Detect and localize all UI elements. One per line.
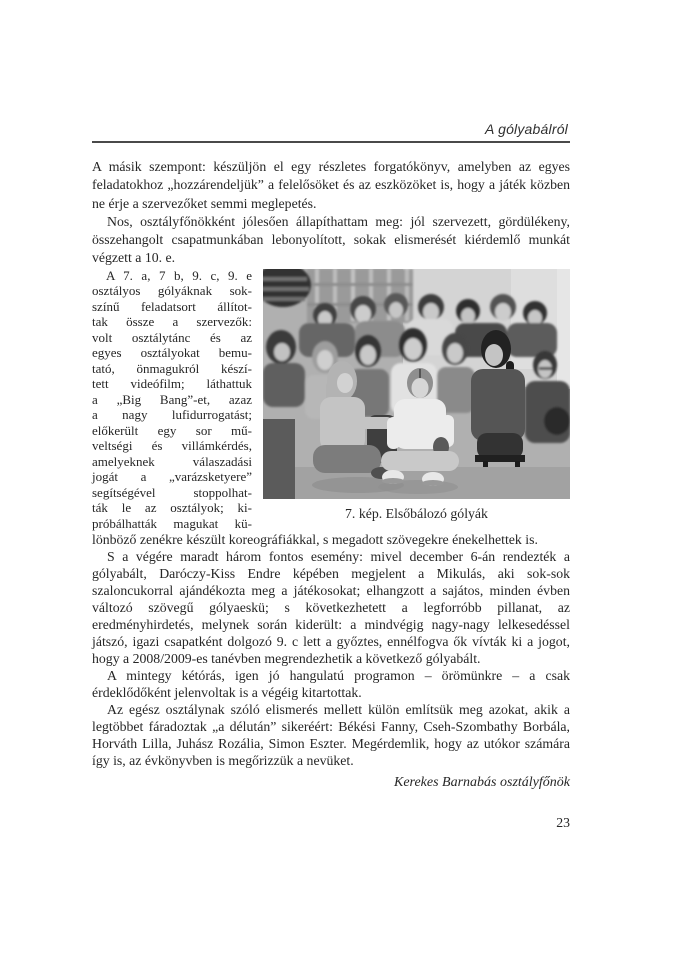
paragraph-4: S a végére maradt három fontos esemény: mivel december 6-án rendezték a gólyabált, Daróczy-Kiss Endre képében megjelent a Mikulás, aki sok-sok szaloncukorral ajándékozta meg a játékosokat; elhangzott a sajátos, minden évben változó szövegű gólyaeskü; s következhetett a legforróbb pillanat, az eredményhirdetés, melynek során kiderült: a mindvégig nagy-nagy lelkesedéssel játszó, igazi csapatként dolgozó 9. c lett a győztes, ennélfogva ők vívták ki a jogot, hogy a 2008/2009-es tanévben megrendezhetik a következő gólyabált.: [92, 549, 570, 667]
column-line: volt osztálytánc és az: [92, 329, 252, 345]
header-rule: [92, 141, 570, 143]
column-line: amelyeknek válaszadási: [92, 453, 252, 469]
class-photo: [263, 269, 570, 499]
wrapped-column: [92, 268, 252, 532]
column-line: tett videófilm; láthattuk: [92, 376, 252, 392]
signature: Kerekes Barnabás osztályfőnök: [393, 775, 570, 791]
paragraph-3-continuation: lönböző zenékre készült koreográfiákkal, s megadott szövegekre énekelhettek is.: [92, 532, 538, 548]
photo-figure: [263, 269, 570, 522]
column-line: egyes osztályokat bemu-: [92, 345, 252, 361]
paragraph-6: Az egész osztálynak szóló elismerés mellett külön említsük meg azokat, akik a legtöbbet fáradoztak „a délután” sikeréért: Békési Fanny, Cseh-Szombathy Borbála, Horváth Lilla, Juhász Rozália, Simon Eszter. Megérdemlik, hogy az utókor számára így is, az évkönyvben is megőrizzük a nevüket.: [92, 702, 570, 769]
column-line: osztályos gólyáknak sok-: [92, 283, 252, 299]
text-block: [92, 121, 570, 791]
column-line: veltségi és villámkérdés,: [92, 438, 252, 454]
column-line: a nagy lufidurrogatást;: [92, 407, 252, 423]
intro-paragraphs: [92, 158, 570, 268]
column-line: A 7. a, 7 b, 9. c, 9. e: [106, 267, 252, 283]
paragraph-2: Nos, osztályfőnökként jólesően állapíthattam meg: jól szervezett, gördülékeny, összehangolt csapatmunkában lebonyolított, sokak elismerését kiérdemlő munkát végzett a 10. e.: [92, 213, 570, 266]
page-number: 23: [556, 815, 570, 830]
column-line: próbálhatták magukat kü-: [92, 515, 252, 531]
column-line: tak össze a szervezők:: [92, 314, 252, 330]
paragraph-5: A mintegy kétórás, igen jó hangulatú programon – örömünkre – a csak érdeklődőként jelenvoltak is a végéig kitartottak.: [92, 668, 570, 701]
closing-paragraphs: [92, 531, 570, 791]
column-line: jogát a „varázsketyere”: [92, 469, 252, 485]
article-body: [92, 158, 570, 791]
column-line: előkerült egy sor mű-: [92, 422, 252, 438]
figure-caption: 7. kép. Elsőbálozó gólyák: [345, 505, 488, 521]
column-line: segítségével stoppolhat-: [92, 484, 252, 500]
column-line: a „Big Bang”-et, azaz: [92, 391, 252, 407]
column-line: színű feladatsort állítot-: [92, 298, 252, 314]
running-head: A gólyabálról: [484, 121, 568, 137]
paragraph-1: A másik szempont: készüljön el egy részletes forgatókönyv, amelyben az egyes feladatokhoz „hozzárendeljük” a felelősöket és az eszközöket is, hogy a játék közben ne érje a szervezőket semmi meglepetés.: [92, 159, 570, 211]
column-line: ták le az osztályok; ki-: [92, 500, 252, 516]
column-line: tató, önmagukról készí-: [92, 360, 252, 376]
